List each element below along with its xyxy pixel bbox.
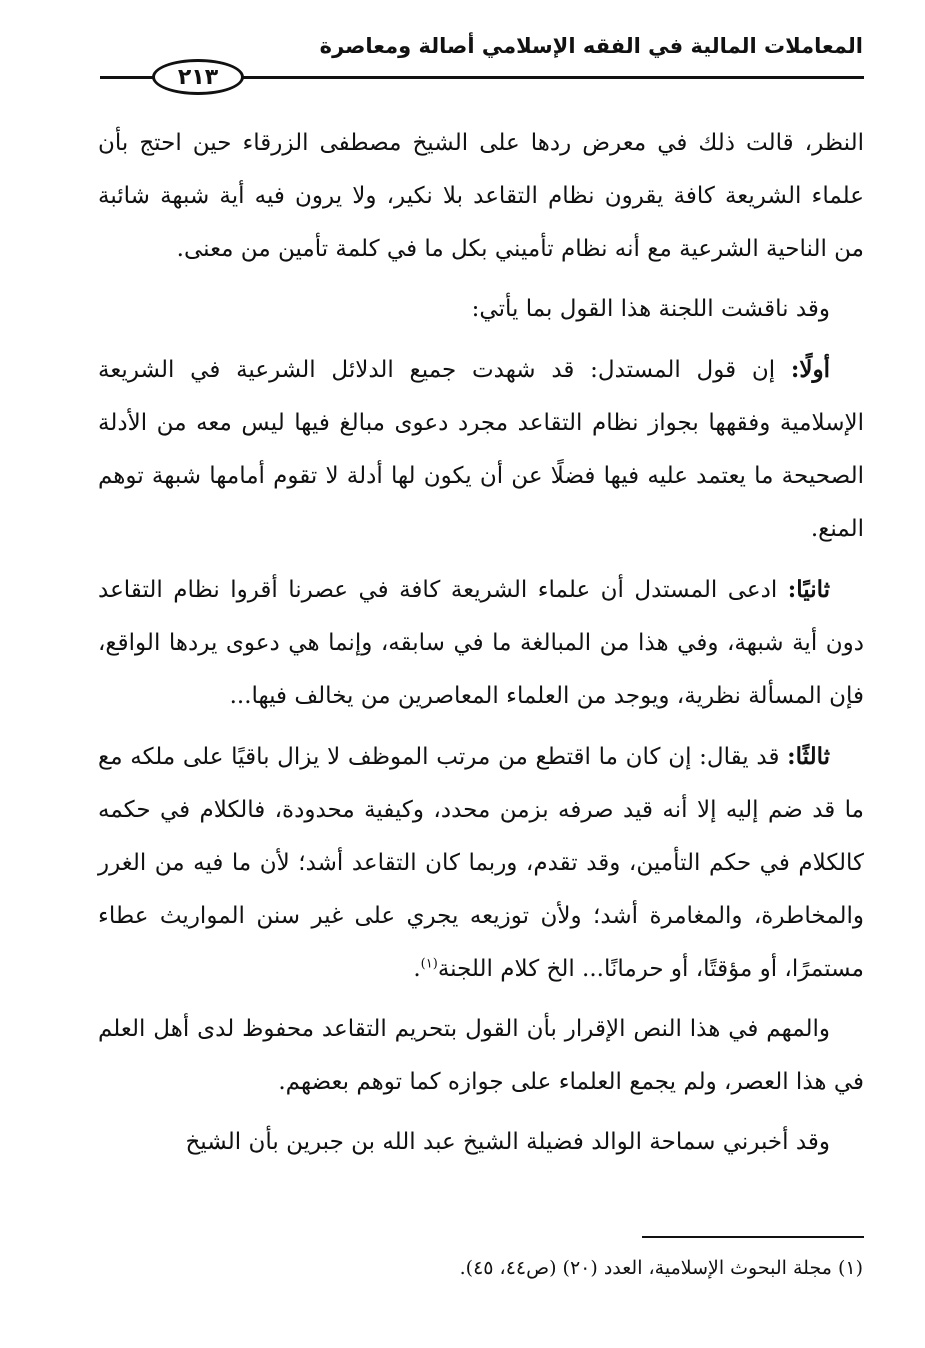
point-label: ثالثًا: [787,743,830,770]
point-label: ثانيًا: [787,576,830,603]
running-title: المعاملات المالية في الفقه الإسلامي أصالة ومعاصرة [319,34,863,58]
page-number-badge: ٢١٣ [152,59,244,95]
paragraph-text: إن قول المستدل: قد شهدت جميع الدلائل الشرعية في الشريعة الإسلامية وفقهها بجواز نظام التقاعد مجرد دعوى مبالغ فيها ليس معه من الأدلة الصحيحة ما يعتمد عليه فيها فضلًا عن أن يكون لها أدلة لا تقوم أمامها شبهة توهم المنع. [98,357,864,542]
paragraph-final [98,1116,864,1169]
paragraph-point-2 [98,563,864,723]
paragraph-conclusion [98,1003,864,1109]
paragraph-text: ادعى المستدل أن علماء الشريعة كافة في عصرنا أقروا نظام التقاعد دون أية شبهة، وفي هذا من المبالغة ما في سابقه، وإنما هي دعوى يردها الواقع، فإن المسألة نظرية، ويوجد من العلماء المعاصرين من يخالف فيها... [98,577,864,709]
paragraph-text: والمهم في هذا النص الإقرار بأن القول بتحريم التقاعد محفوظ لدى أهل العلم في هذا العصر، ولم يجمع العلماء على جوازه كما توهم بعضهم. [98,1016,864,1095]
footnote-reference[interactable]: (١) [420,956,438,972]
point-label: أولًا: [790,356,830,383]
paragraph-text: وقد أخبرني سماحة الوالد فضيلة الشيخ عبد الله بن جبرين بأن الشيخ [185,1129,830,1155]
paragraph-tail: . [413,956,421,982]
paragraph-intro [98,283,864,336]
paragraph-point-1 [98,343,864,556]
footnote: (١) مجلة البحوث الإسلامية، العدد (٢٠) (ص٤٤، ٤٥). [459,1257,863,1279]
footnote-separator [642,1236,864,1238]
paragraph-point-3 [98,730,864,996]
paragraph-text: قد يقال: إن كان ما اقتطع من مرتب الموظف لا يزال باقيًا على ملكه مع ما قد ضم إليه إلا أنه قيد صرفه بزمن محدد، وكيفية محدودة، فالكلام في حكمه كالكلام في حكم التأمين، وقد تقدم، وربما كان التقاعد أشد؛ لأن ما فيه من الغرر والمخاطرة، والمغامرة أشد؛ ولأن توزيعه يجري على غير سنن المواريث عطاء مستمرًا، أو مؤقتًا، أو حرمانًا... الخ كلام اللجنة [98,744,864,982]
body-text [98,117,864,1176]
paragraph-text: وقد ناقشت اللجنة هذا القول بما يأتي: [471,296,830,322]
paragraph-text: النظر، قالت ذلك في معرض ردها على الشيخ مصطفى الزرقاء حين احتج بأن علماء الشريعة كافة يقرون نظام التقاعد بلا نكير، ولا يرون فيه أية شبهة شائبة من الناحية الشرعية مع أنه نظام تأميني بكل ما في كلمة تأمين من معنى. [98,130,864,262]
paragraph-continuation [98,117,864,276]
